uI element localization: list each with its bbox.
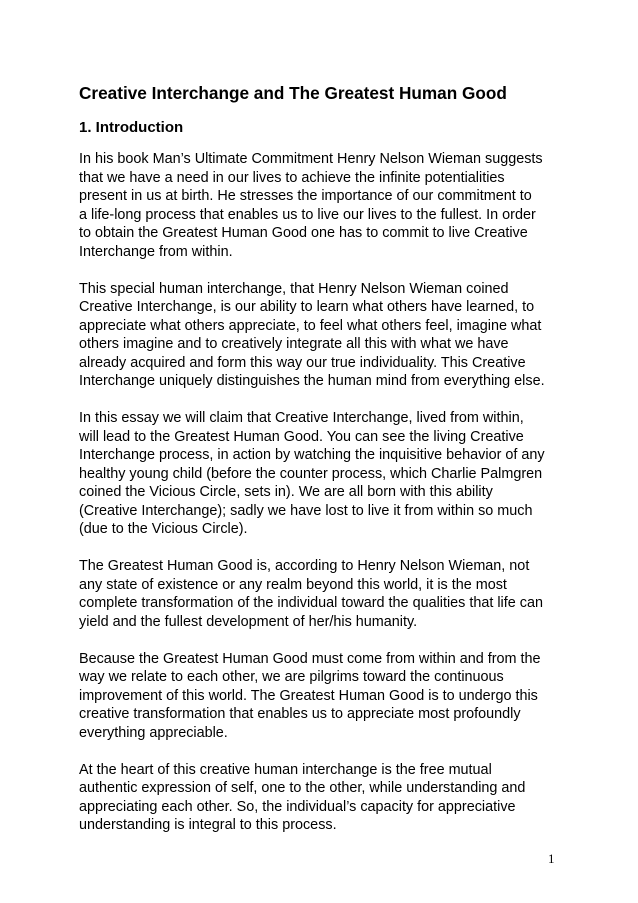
text-line: others imagine and to creatively integrate all this with what we have	[79, 336, 509, 352]
paragraph-3	[79, 409, 579, 539]
text-line: The Greatest Human Good is, according to Henry Nelson Wieman, not	[79, 558, 530, 574]
text-line: improvement of this world. The Greatest Human Good is to undergo this	[79, 687, 538, 704]
text-line: way we relate to each other, we are pilgrims toward the continuous	[79, 669, 504, 685]
text-line: coined the Vicious Circle, sets in). We are all born with this ability	[79, 484, 493, 500]
text-line: already acquired and form this way our true individuality. This Creative	[79, 354, 526, 371]
text-line: authentic expression of self, one to the other, while understanding and	[79, 780, 526, 796]
text-line: (due to the Vicious Circle).	[79, 521, 248, 537]
text-line: to obtain the Greatest Human Good one has to commit to live Creative	[79, 225, 528, 241]
text-line: understanding is integral to this process.	[79, 817, 337, 833]
text-line: will lead to the Greatest Human Good. You can see the living Creative	[79, 428, 524, 445]
paragraph-5	[79, 650, 579, 743]
text-line: Interchange from within.	[79, 243, 233, 260]
text-line: In this essay we will claim that Creative Interchange, lived from within,	[79, 410, 524, 426]
paragraph-4	[79, 557, 579, 631]
text-line: yield and the fullest development of her/his humanity.	[79, 613, 418, 630]
text-line: Creative Interchange, is our ability to learn what others have learned, to	[79, 299, 535, 315]
page-number: 1	[548, 851, 555, 866]
body-text	[79, 150, 579, 853]
paragraph-6	[79, 761, 579, 835]
paragraph-1	[79, 150, 579, 261]
paragraph-2	[79, 280, 579, 391]
section-heading: 1. Introduction	[79, 119, 184, 136]
text-line: Interchange process, in action by watching the inquisitive behavior of any	[79, 447, 545, 463]
text-line: Because the Greatest Human Good must come from within and from the	[79, 650, 541, 667]
text-line: Interchange uniquely distinguishes the human mind from everything else.	[79, 373, 545, 389]
text-line: This special human interchange, that Henry Nelson Wieman coined	[79, 280, 509, 297]
text-line: present in us at birth. He stresses the importance of our commitment to	[79, 188, 532, 204]
text-line: (Creative Interchange); sadly we have lost to live it from within so much	[79, 502, 533, 519]
text-line: complete transformation of the individual toward the qualities that life can	[79, 595, 543, 611]
text-line: creative transformation that enables us to appreciate most profoundly	[79, 706, 521, 722]
document-title: Creative Interchange and The Greatest Human Good	[79, 83, 507, 103]
text-line: At the heart of this creative human interchange is the free mutual	[79, 761, 492, 778]
text-line: appreciate what others appreciate, to feel what others feel, imagine what	[79, 317, 542, 334]
text-line: everything appreciable.	[79, 724, 228, 741]
text-line: healthy young child (before the counter process, which Charlie Palmgren	[79, 465, 543, 482]
text-line: appreciating each other. So, the individual’s capacity for appreciative	[79, 798, 516, 815]
text-line: any state of existence or any realm beyond this world, it is the most	[79, 576, 507, 593]
text-line: that we have a need in our lives to achieve the infinite potentialities	[79, 169, 505, 186]
text-line: In his book Man’s Ultimate Commitment Henry Nelson Wieman suggests	[79, 151, 543, 167]
text-line: a life-long process that enables us to live our lives to the fullest. In order	[79, 206, 536, 223]
